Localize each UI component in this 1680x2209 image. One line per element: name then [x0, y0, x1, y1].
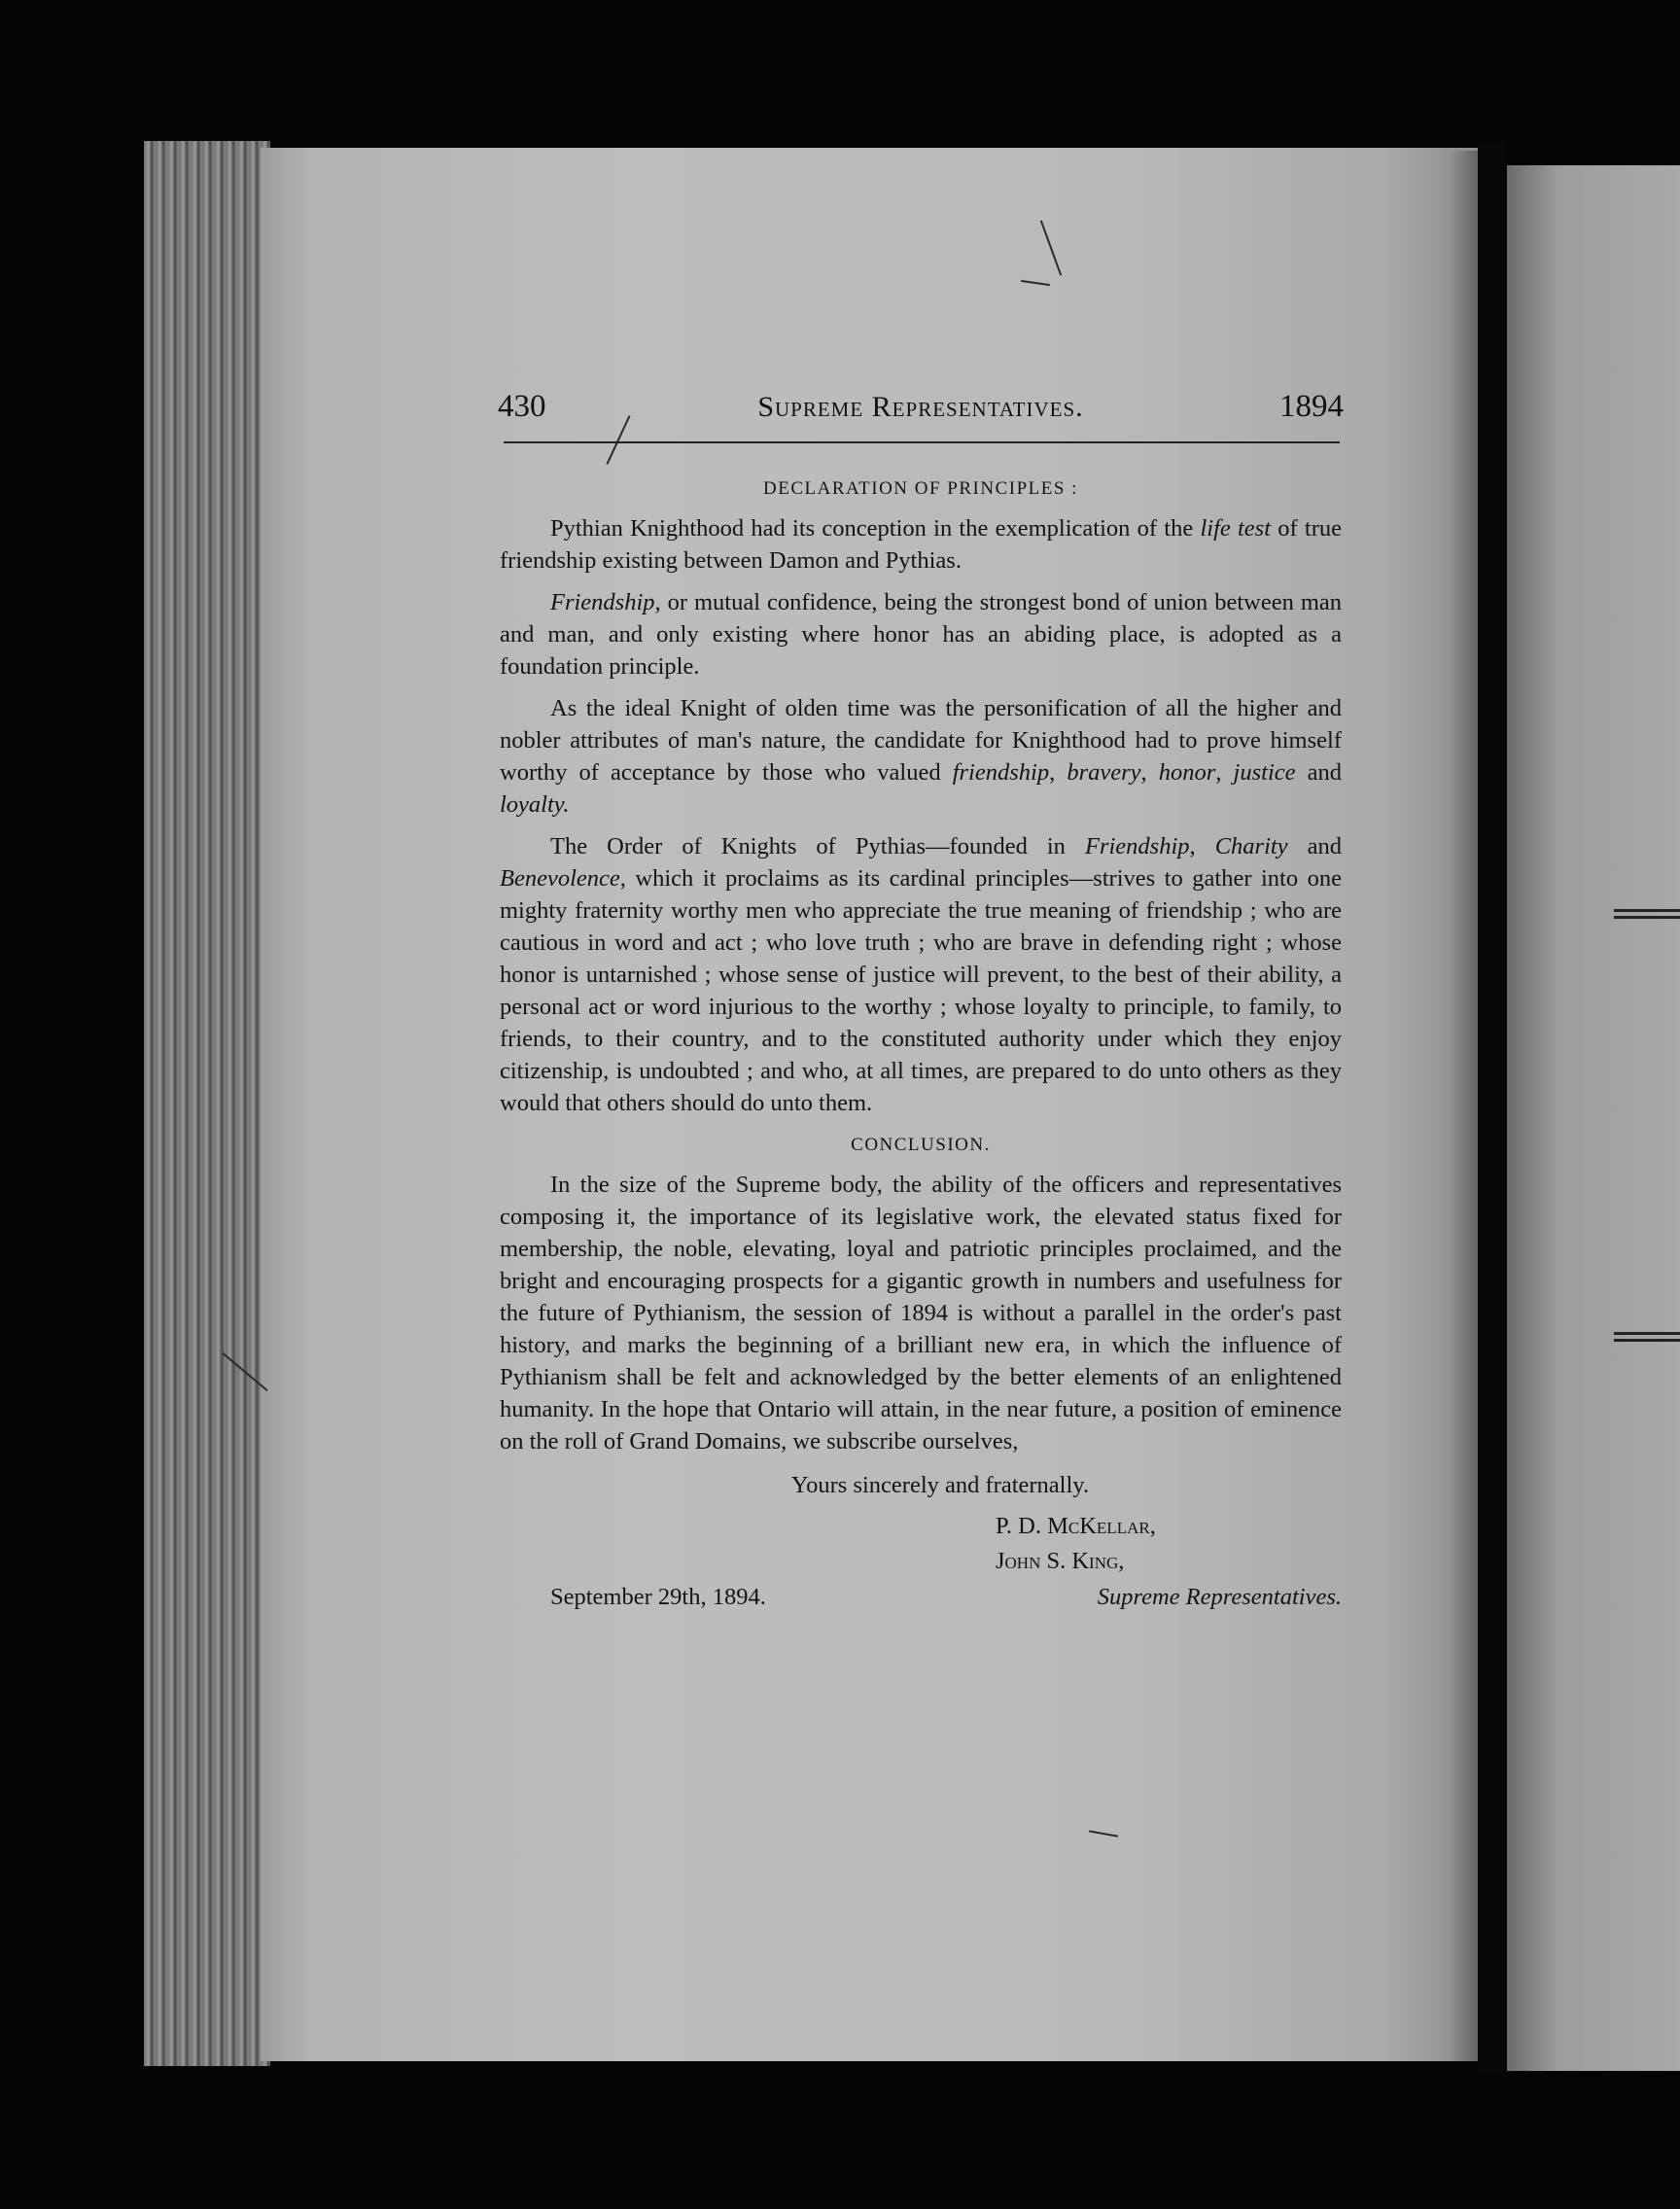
text-run: and — [1287, 833, 1343, 859]
letter-date: September 29th, 1894. — [550, 1584, 766, 1610]
paragraph-2 — [500, 586, 1342, 683]
facing-page-mark — [1614, 909, 1680, 912]
conclusion-heading: CONCLUSION. — [851, 1135, 991, 1155]
italic-run: honor — [1158, 759, 1216, 786]
valediction: Yours sincerely and fraternally. — [790, 1472, 1090, 1498]
text-run: As the ideal Knight of olden time was the personification of all the higher and nobler attributes of man's nature, the candidate for Knighthood had to prove himself worthy of acceptance by those who valued — [500, 695, 1342, 786]
text-run: and — [1295, 759, 1342, 786]
book-gutter — [1478, 141, 1507, 2076]
italic-run: friendship — [952, 759, 1050, 786]
signer-1: P. D. McKellar, — [996, 1513, 1156, 1539]
facing-page-mark — [1614, 1332, 1680, 1335]
paragraph-4 — [500, 830, 1342, 1119]
page-edges — [144, 141, 270, 2066]
text-run: Pythian Knighthood had its conception in the exemplication of the — [550, 515, 1201, 542]
italic-run: Friendship — [550, 589, 655, 615]
italic-run: Charity — [1214, 833, 1288, 859]
header-rule — [504, 441, 1340, 443]
signer-role: Supreme Representatives. — [1097, 1584, 1342, 1610]
header-year: 1894 — [1279, 389, 1344, 424]
text-run: , — [1049, 759, 1068, 786]
paragraph-1 — [500, 512, 1342, 577]
declaration-heading: DECLARATION OF PRINCIPLES : — [763, 478, 1078, 499]
italic-run: loyalty. — [500, 791, 570, 818]
signature-footer — [500, 1581, 1342, 1620]
italic-run: justice — [1233, 759, 1296, 786]
text-run: , which it proclaims as its cardinal principles—strives to gather into one mighty fraternity worthy men who appreciate the true meaning of friendship ; who are cautious in word and act ; who love truth ; who are brave in defending right ; whose honor is untarnished ; whose sense of justice will prevent, to the best of their ability, a personal act or word injurious to the worthy ; whose loyalty to principle, to family, to friends, to their country, and to the constituted authority under which they enjoy citizenship, is undoubted ; and who, at all times, are prepared to do unto others as they would that others should do unto them. — [500, 865, 1342, 1116]
page-number: 430 — [498, 389, 546, 424]
signer-2: John S. King, — [996, 1548, 1125, 1574]
paragraph-5: In the size of the Supreme body, the ability of the officers and representatives composing it, the importance of its legislative work, the elevated status fixed for membership, the noble, elevating, loyal and patriotic principles proclaimed, and the bright and encouraging prospects for a gigantic growth in numbers and usefulness for the future of Pythianism, the session of 1894 is without a parallel in the order's past history, and marks the beginning of a brilliant new era, in which the influence of Pythianism shall be felt and acknowledged by the better elements of an enlightened humanity. In the hope that Ontario will attain, in the near future, a position of eminence on the roll of Grand Domains, we subscribe ourselves, — [500, 1172, 1342, 1455]
running-head — [498, 389, 1344, 438]
text-run: , or mutual confidence, being the strongest bond of union between man and man, and only existing where honor has an abiding place, is adopted as a foundation principle. — [500, 589, 1342, 680]
facing-page-mark — [1614, 916, 1680, 919]
text-run: , — [1140, 759, 1159, 786]
text-run: The Order of Knights of Pythias—founded in — [550, 833, 1085, 859]
page-body — [500, 467, 1342, 1620]
running-title: Supreme Representatives. — [757, 391, 1084, 423]
italic-run: Benevolence — [500, 865, 620, 892]
facing-page-edge — [1507, 165, 1680, 2071]
facing-page-mark — [1614, 1339, 1680, 1342]
text-run: of true friendship existing between Damon and Pythias. — [500, 515, 1342, 574]
italic-run: Friendship — [1085, 833, 1190, 859]
text-run: , — [1189, 833, 1215, 859]
paragraph-3 — [500, 692, 1342, 821]
italic-run: life test — [1200, 515, 1272, 542]
italic-run: bravery — [1067, 759, 1141, 786]
text-run: , — [1215, 759, 1234, 786]
